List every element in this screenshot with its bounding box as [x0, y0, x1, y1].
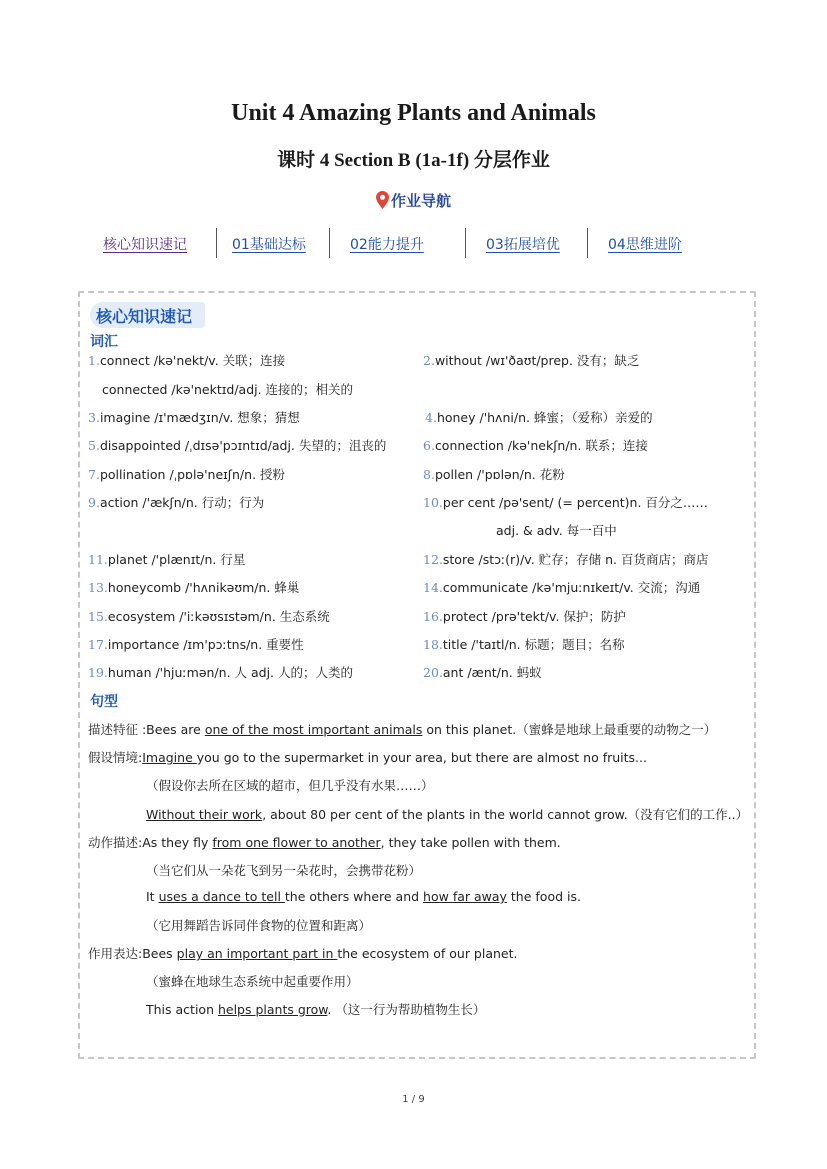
vocab-item: 1.connect /kə'nekt/v. 关联；连接	[88, 353, 286, 368]
homework-nav	[88, 228, 708, 260]
page-title: Unit 4 Amazing Plants and Animals	[231, 100, 596, 126]
section-title: 核心知识速记	[96, 307, 193, 326]
nav-link-extension[interactable]: 03拓展培优	[486, 237, 560, 253]
page-subtitle: 课时 4 Section B (1a-1f) 分层作业	[277, 150, 550, 171]
nav-divider	[465, 228, 466, 258]
vocab-label: 词汇	[90, 334, 118, 350]
vocab-item: 17.importance /ɪm'pɔːtns/n. 重要性	[88, 637, 304, 652]
vocab-item: 14.communicate /kə'mjuːnɪkeɪt/v. 交流；沟通	[423, 580, 701, 595]
sentence-translation: （当它们从一朵花飞到另一朵花时，会携带花粉）	[146, 863, 422, 878]
nav-heading	[0, 190, 827, 213]
vocab-item: 11.planet /'plænɪt/n. 行星	[88, 552, 246, 567]
map-pin-icon	[376, 191, 389, 213]
vocab-item: 12.store /stɔː(r)/v. 贮存；存储 n. 百货商店；商店	[423, 552, 709, 567]
vocab-item: 9.action /'ækʃn/n. 行动；行为	[88, 495, 265, 510]
page-number: 1 / 9	[402, 1094, 425, 1105]
nav-link-thinking[interactable]: 04思维进阶	[608, 237, 682, 253]
vocab-item: 15.ecosystem /'iːkəʊsɪstəm/n. 生态系统	[88, 609, 330, 624]
nav-divider	[587, 228, 588, 258]
vocab-item: 18.title /'taɪtl/n. 标题；题目；名称	[423, 637, 625, 652]
sentence-pattern: Without their work, about 80 per cent of the plants in the world cannot grow.（没有它们的工作..）	[146, 807, 749, 822]
vocab-item: 20.ant /ænt/n. 蚂蚁	[423, 665, 542, 680]
vocab-item: 7.pollination /ˌpɒlə'neɪʃn/n. 授粉	[88, 467, 286, 482]
pattern-label: 句型	[90, 694, 118, 710]
vocab-item: 13.honeycomb /'hʌnikəʊm/n. 蜂巢	[88, 580, 300, 595]
nav-link-core-knowledge[interactable]: 核心知识速记	[103, 237, 187, 253]
nav-divider	[216, 228, 217, 258]
vocab-item: 4.honey /'hʌni/n. 蜂蜜；（爱称）亲爱的	[425, 410, 653, 425]
vocab-item: 2.without /wɪ'ðaʊt/prep. 没有；缺乏	[423, 353, 640, 368]
sentence-pattern: 假设情境:Imagine you go to the supermarket in your area, but there are almost no fruits...	[88, 750, 647, 765]
vocab-item: adj. & adv. 每一百中	[496, 523, 617, 538]
vocab-item: 5.disappointed /ˌdɪsə'pɔɪntɪd/adj. 失望的；沮丧的	[88, 438, 387, 453]
vocab-item: 19.human /'hjuːmən/n. 人 adj. 人的；人类的	[88, 665, 354, 680]
nav-link-ability[interactable]: 02能力提升	[350, 237, 424, 253]
sentence-pattern: 作用表达:Bees play an important part in the ecosystem of our planet.	[88, 946, 518, 961]
sentence-translation: （假设你去所在区域的超市，但几乎没有水果……）	[146, 778, 434, 793]
vocab-item: connected /kə'nektɪd/adj. 连接的；相关的	[102, 382, 354, 397]
nav-divider	[329, 228, 330, 258]
vocab-item: 8.pollen /'pɒlən/n. 花粉	[423, 467, 565, 482]
sentence-pattern: This action helps plants grow. （这一行为帮助植物生长）	[146, 1002, 486, 1017]
sentence-translation: （蜜蜂在地球生态系统中起重要作用）	[146, 974, 359, 989]
vocab-item: 16.protect /prə'tekt/v. 保护；防护	[423, 609, 626, 624]
vocab-item: 3.imagine /ɪ'mædʒɪn/v. 想象；猜想	[88, 410, 300, 425]
sentence-pattern: 描述特征 :Bees are one of the most important animals on this planet.（蜜蜂是地球上最重要的动物之一）	[88, 722, 717, 737]
sentence-pattern: 动作描述:As they fly from one flower to another, they take pollen with them.	[88, 835, 561, 850]
nav-heading-text: 作业导航	[390, 192, 451, 210]
vocab-item: 10.per cent /pə'sent/ (= percent)n. 百分之……	[423, 495, 708, 510]
nav-link-basic[interactable]: 01基础达标	[232, 237, 306, 253]
sentence-translation: （它用舞蹈告诉同伴食物的位置和距离）	[146, 918, 372, 933]
vocab-item: 6.connection /kə'nekʃn/n. 联系；连接	[423, 438, 648, 453]
sentence-pattern: It uses a dance to tell the others where and how far away the food is.	[146, 889, 581, 904]
